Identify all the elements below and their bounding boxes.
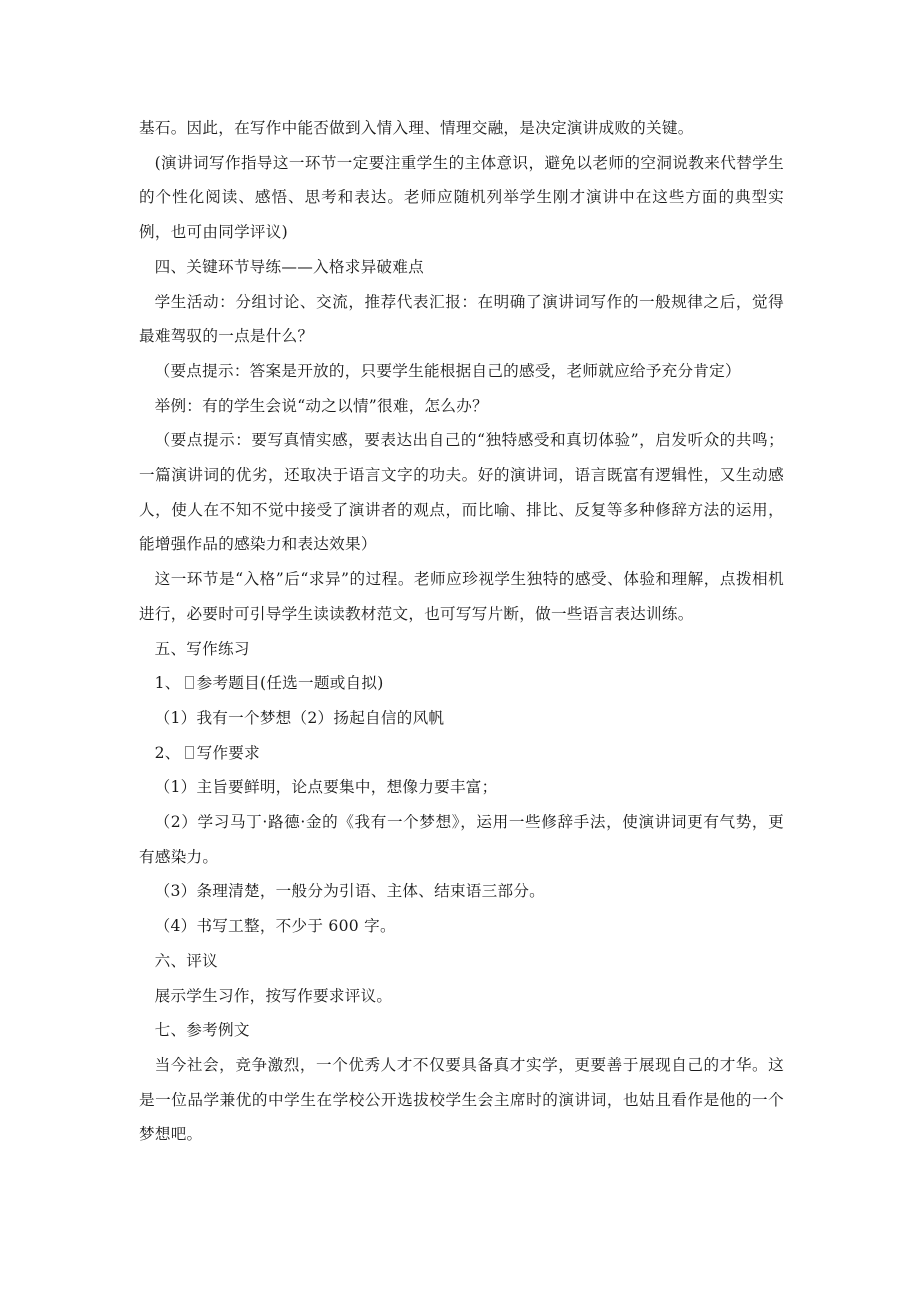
list-number: 1、	[154, 674, 181, 693]
list-item-label: 参考题目(任选一题或自拟)	[196, 674, 384, 693]
review-paragraph: 展示学生习作，按写作要求评议。	[154, 986, 393, 1005]
list-item-writing-requirements	[139, 736, 784, 771]
example-paragraph: 举例：有的学生会说“动之以情”很难，怎么办？	[154, 396, 488, 415]
requirement-item: （1）主旨要鲜明，论点要集中，想像力要丰富；	[154, 778, 498, 797]
section-heading-5: 五、写作练习	[154, 639, 250, 658]
key-point-note-detailed: （要点提示：要写真情实感，要表达出自己的“独特感受和真切体验”，启发听众的共鸣；一篇演讲词的优劣，还取决于语言文字的功夫。好的演讲词，语言既富有逻辑性，又生动感人，使人在不知不觉中接受了演讲者的观点，而比喻、排比、反复等多种修辞方法的运用，能增强作品的感染力和表达效果）	[139, 431, 784, 554]
list-number: 2、	[154, 743, 181, 762]
section-heading-7: 七、参考例文	[154, 1021, 250, 1040]
list-item-reference-topics	[139, 666, 784, 701]
student-activity-paragraph: 学生活动：分组讨论、交流，推荐代表汇报：在明确了演讲词写作的一般规律之后，觉得最难驾驭的一点是什么？	[139, 292, 784, 346]
process-paragraph: 这一环节是“入格”后“求异”的过程。老师应珍视学生独特的感受、体验和理解，点拨相机进行，必要时可引导学生读读教材范文，也可写写片断，做一些语言表达训练。	[139, 570, 784, 623]
key-point-note: （要点提示：答案是开放的，只要学生能根据自己的感受，老师就应给予充分肯定）	[154, 361, 741, 380]
body-paragraph: 基石。因此，在写作中能否做到入情入理、情理交融，是决定演讲成败的关键。	[139, 119, 694, 137]
sample-essay-intro: 当今社会，竞争激烈，一个优秀人才不仅要具备真才实学，更要善于展现自己的才华。这是一位品学兼优的中学生在学校公开选拔校学生会主席时的演讲词，也姑且看作是他的一个梦想吧。	[139, 1055, 784, 1144]
requirement-item: （3）条理清楚，一般分为引语、主体、结束语三部分。	[154, 882, 546, 901]
document-body	[139, 111, 784, 1152]
section-heading-6: 六、评议	[154, 951, 218, 970]
requirement-item: （2）学习马丁·路德·金的《我有一个梦想》，运用一些修辞手法，使演讲词更有气势，更有感染力。	[139, 813, 784, 866]
requirement-item: （4）书写工整，不少于 600 字。	[154, 917, 396, 936]
missing-glyph-box-icon	[185, 676, 194, 689]
topic-options: （1）我有一个梦想（2）扬起自信的风帆	[154, 708, 445, 727]
list-item-label: 写作要求	[196, 743, 260, 762]
teaching-note-paragraph: (演讲词写作指导这一环节一定要注重学生的主体意识，避免以老师的空洞说教来代替学生的个性化阅读、感悟、思考和表达。老师应随机列举学生刚才演讲中在这些方面的典型实例，也可由同学评议)	[139, 153, 784, 242]
missing-glyph-box-icon	[185, 746, 194, 759]
section-heading-4: 四、关键环节导练——入格求异破难点	[154, 257, 424, 276]
